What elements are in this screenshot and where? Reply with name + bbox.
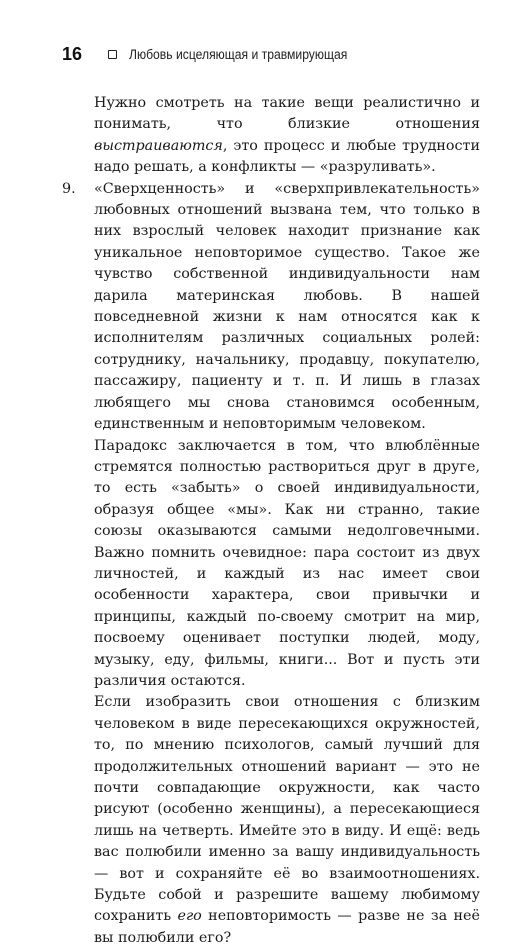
paragraph-1 xyxy=(62,93,480,179)
p4-text-b: неповторимость — разве не за неё вы полюбили его? xyxy=(94,908,480,946)
paragraph-3: Парадокс заключается в том, что влюблённые стремятся полностью раствориться друг в друге, то есть «забыть» о своей индивидуальности, образуя общее «мы». Как ни странно, такие союзы оказываются самыми недолговечными. Важно помнить очевидное: пара состоит из двух личностей, и каждый из нас имеет свои особенности характера, свои привычки и принципы, каждый по-своему смотрит на мир, посвоему оценивает поступки людей, моду, музыку, еду, фильмы, книги... Вот и пусть эти различия остаются. xyxy=(94,437,480,689)
p1-text-b: , это процесс и любые трудности надо решать, а конфликты — «разруливать». xyxy=(94,137,480,176)
item9-text: «Сверхценность» и «сверхпривлекательность» любовных отношений вызвана тем, что только в них взрослый человек находит признание как уникальное неповторимое существо. Такое же чувство собственной индивидуальности нам дарила материнская любовь. В нашей повседневной жизни к нам относятся как к исполнителям различных социальных ролей: сотруднику, начальнику, продавцу, покупателю, пассажиру, пациенту и т. п. И лишь в глазах любящего мы снова становимся особенным, единственным и неповторимым человеком. xyxy=(94,180,480,433)
p4-emphasis: его xyxy=(177,908,202,925)
list-item-9 xyxy=(62,179,480,436)
p1-emphasis: выстраиваются xyxy=(94,137,223,154)
p4-text-a: Если изобразить свои отношения с близким человеком в виде пересекающихся окружностей, то, по мнению психологов, самый лучший для продолжительных отношений вариант — это не почти совпадающие окружности, как часто рисуют (особенно женщины), а пересекающиеся лишь на четверть. Имейте это в виду. И ещё: ведь вас полюбили именно за вашу индивидуальность — вот и сохраняйте её во взаимоотношениях. Будьте собой и разрешите вашему любимому сохранить xyxy=(94,694,480,925)
square-bullet-icon xyxy=(108,50,117,59)
running-title: Любовь исцеляющая и травмирующая xyxy=(129,46,348,62)
body-text xyxy=(62,93,480,949)
p1-text-a: Нужно смотреть на такие вещи реалистично и понимать, что близкие отношения xyxy=(94,95,480,133)
list-number: 9. xyxy=(62,180,76,197)
paragraph-4 xyxy=(62,692,480,949)
page-number: 16 xyxy=(62,43,83,64)
page-header xyxy=(62,40,482,68)
